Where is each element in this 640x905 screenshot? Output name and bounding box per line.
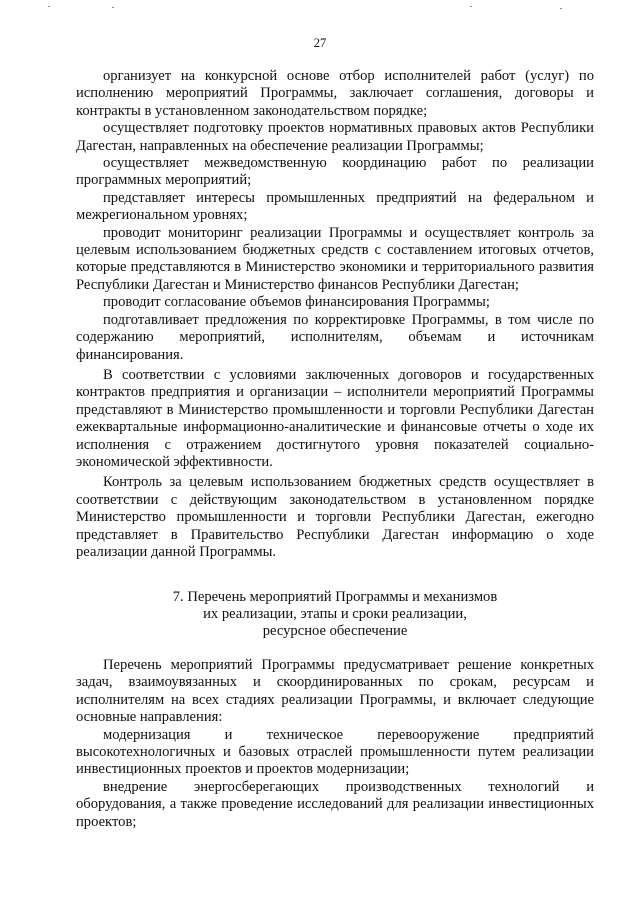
body-text-top xyxy=(76,68,594,561)
scan-speck xyxy=(112,7,114,8)
body-text-bottom xyxy=(76,657,594,831)
paragraph: Контроль за целевым использованием бюджетных средств осуществляет в соответствии с действующим законодательством в установленном порядке Министерство промышленности и торговли Республики Дагестан, ежегодно представляет в Правительство Республики Дагестан информацию о ходе реализации данной Программы. xyxy=(76,474,594,560)
paragraph: Перечень мероприятий Программы предусматривает решение конкретных задач, взаимоувязанных и скоординированных по срокам, ресурсам и исполнителям на всех стадиях реализации Программы, и включает следующие основные направления: xyxy=(76,657,594,726)
section-heading xyxy=(76,589,594,641)
paragraph: организует на конкурсной основе отбор исполнителей работ (услуг) по исполнению мероприятий Программы, заключает соглашения, договоры и контракты в установленном законодательством порядке; xyxy=(76,68,594,119)
paragraph: В соответствии с условиями заключенных договоров и государственных контрактов предприятия и организации – исполнители мероприятий Программы представляют в Министерство промышленности и торговли Республики Дагестан ежеквартальные информационно-аналитические и финансовые отчеты о ходе их исполнения с отражением достигнутого уровня показателей социально-экономической эффективности. xyxy=(76,366,594,470)
paragraph: осуществляет межведомственную координацию работ по реализации программных мероприятий; xyxy=(76,155,594,189)
scan-speck xyxy=(48,6,50,7)
paragraph: подготавливает предложения по корректировке Программы, в том числе по содержанию мероприятий, исполнителям, объемам и источникам финансирования. xyxy=(76,311,594,363)
paragraph: модернизация и техническое перевооружение предприятий высокотехнологичных и базовых отраслей промышленности путем реализации инвестиционных проектов и проектов модернизации; xyxy=(76,726,594,778)
paragraph: проводит согласование объемов финансирования Программы; xyxy=(103,294,490,311)
paragraph: внедрение энергосберегающих производственных технологий и оборудования, а также проведение исследований для реализации инвестиционных проектов; xyxy=(76,778,594,830)
section-heading-line: ресурсное обеспечение xyxy=(262,623,408,640)
page-number: 27 xyxy=(313,36,327,50)
scan-speck xyxy=(560,8,562,9)
paragraph: осуществляет подготовку проектов нормативных правовых актов Республики Дагестан, направленных на обеспечение реализации Программы; xyxy=(76,120,594,154)
scan-speck xyxy=(470,6,472,7)
paragraph: проводит мониторинг реализации Программы и осуществляет контроль за целевым использованием бюджетных средств с составлением итоговых отчетов, которые представляются в Министерство экономики и территориального развития Республики Дагестан и Министерство финансов Республики Дагестан; xyxy=(76,224,594,293)
section-heading-line: 7. Перечень мероприятий Программы и механизмов xyxy=(172,589,498,605)
section-heading-line: их реализации, этапы и сроки реализации, xyxy=(203,606,467,623)
paragraph: представляет интересы промышленных предприятий на федеральном и межрегиональном уровнях; xyxy=(76,189,594,224)
